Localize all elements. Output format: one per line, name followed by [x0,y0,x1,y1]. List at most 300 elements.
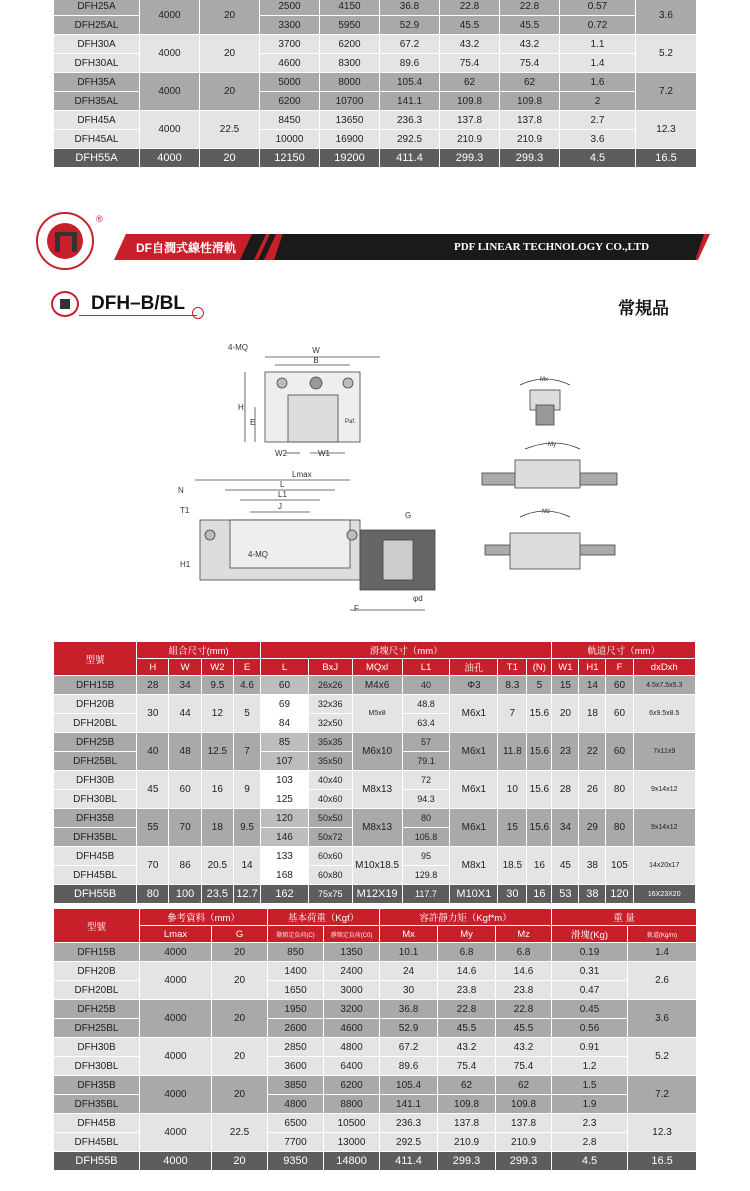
model-cell: DFH15B [54,943,140,962]
section-header [51,291,691,321]
value-cell: 40 [402,676,450,695]
value-cell: 4000 [140,0,200,35]
col-header: L1 [402,659,450,676]
value-cell: 12.3 [636,111,697,149]
value-cell: 103 [261,771,309,790]
value-cell: 15.6 [527,695,552,733]
value-cell: 3700 [260,35,320,54]
table-row [54,695,696,714]
label-g: G [405,511,412,520]
value-cell: 20 [212,1076,268,1114]
value-cell: 236.3 [380,1114,438,1133]
value-cell: 9x14x12 [633,809,696,847]
value-cell: 4600 [260,54,320,73]
value-cell: 6x9.5x8.5 [633,695,696,733]
value-cell: 0.19 [552,943,628,962]
value-cell: 60 [606,676,633,695]
model-cell: DFH35B [54,1076,140,1095]
value-cell: 14x20x17 [633,847,696,885]
value-cell: 20 [200,149,260,168]
value-cell: 5 [527,676,552,695]
value-cell: 1400 [268,962,324,981]
value-cell: 23.8 [438,981,496,1000]
value-cell: 67.2 [380,35,440,54]
value-cell: 4000 [140,1114,212,1152]
value-cell: 20 [200,0,260,35]
model-cell: DFH30A [54,35,140,54]
model-cell: DFH35B [54,809,137,828]
value-cell: 7700 [268,1133,324,1152]
value-cell: 86 [169,847,201,885]
label-phid: φd [413,594,423,603]
value-cell: 50x72 [308,828,352,847]
value-cell: 850 [268,943,324,962]
model-cell: DFH35BL [54,828,137,847]
value-cell: 10 [498,771,527,809]
value-cell: 16X23X20 [633,885,696,904]
table-row [54,73,697,92]
value-cell: 35x50 [308,752,352,771]
value-cell: 8300 [320,54,380,73]
value-cell: M6x1 [450,733,498,771]
model-header-2: 型號 [54,909,140,943]
value-cell: 210.9 [496,1133,552,1152]
col-header: F [606,659,633,676]
value-cell: 34 [169,676,201,695]
table-row [54,962,697,981]
title-underline [79,315,197,316]
value-cell: 4000 [140,149,200,168]
value-cell: 85 [261,733,309,752]
value-cell: 1.1 [560,35,636,54]
value-cell: 137.8 [440,111,500,130]
model-cell: DFH45BL [54,866,137,885]
value-cell: 24 [380,962,438,981]
value-cell: 9x14x12 [633,771,696,809]
table-row [54,733,696,752]
registered-mark: ® [96,214,103,224]
model-cell: DFH45A [54,111,140,130]
value-cell: 107 [261,752,309,771]
model-cell: DFH25B [54,1000,140,1019]
value-cell: 14 [579,676,606,695]
value-cell: 4150 [320,0,380,16]
value-cell: 109.8 [500,92,560,111]
col-header: Lmax [140,926,212,943]
value-cell: 40x60 [308,790,352,809]
label-mx: Mx [540,377,548,383]
value-cell: 20 [200,73,260,111]
value-cell: 60 [169,771,201,809]
value-cell: 48.8 [402,695,450,714]
value-cell: 43.2 [438,1038,496,1057]
value-cell: 67.2 [380,1038,438,1057]
value-cell: 12.5 [201,733,233,771]
label-4mq-side: 4-MQ [248,550,268,559]
value-cell: 1350 [324,943,380,962]
value-cell: 1.4 [560,54,636,73]
value-cell: 411.4 [380,149,440,168]
value-cell: 75.4 [496,1057,552,1076]
value-cell: 28 [137,676,169,695]
value-cell: 40x40 [308,771,352,790]
value-cell: 6.8 [496,943,552,962]
value-cell: 210.9 [438,1133,496,1152]
value-cell: 14800 [324,1152,380,1171]
label-my: My [548,442,556,448]
value-cell: 7.2 [628,1076,697,1114]
value-cell: 43.2 [440,35,500,54]
value-cell: 62 [438,1076,496,1095]
value-cell: 141.1 [380,92,440,111]
value-cell: 20 [212,1000,268,1038]
value-cell: 15.6 [527,733,552,771]
value-cell: 3.6 [636,0,697,35]
value-cell: 4.5x7.5x5.3 [633,676,696,695]
value-cell: 18 [579,695,606,733]
value-cell: 16 [201,771,233,809]
value-cell: 62 [440,73,500,92]
value-cell: 35x35 [308,733,352,752]
value-cell: 12.3 [628,1114,697,1152]
value-cell: 2600 [268,1019,324,1038]
value-cell: 1.9 [552,1095,628,1114]
col-header: (N) [527,659,552,676]
table-row [54,35,697,54]
value-cell: 52.9 [380,16,440,35]
value-cell: 0.31 [552,962,628,981]
value-cell: 4000 [140,962,212,1000]
value-cell: 26 [579,771,606,809]
value-cell: 0.45 [552,1000,628,1019]
value-cell: 4.5 [552,1152,628,1171]
value-cell: 60x60 [308,847,352,866]
model-cell: DFH45AL [54,130,140,149]
value-cell: 9350 [268,1152,324,1171]
col-header: Mx [380,926,438,943]
value-cell: 22.8 [496,1000,552,1019]
model-cell: DFH25B [54,733,137,752]
value-cell: 3300 [260,16,320,35]
model-cell: DFH45B [54,847,137,866]
model-cell: DFH35A [54,73,140,92]
value-cell: 45 [137,771,169,809]
value-cell: 12150 [260,149,320,168]
col-header: H [137,659,169,676]
label-lmax: Lmax [292,470,312,479]
value-cell: 146 [261,828,309,847]
value-cell: 32x36 [308,695,352,714]
value-cell: 18 [201,809,233,847]
value-cell: 2.3 [552,1114,628,1133]
label-h1: H1 [180,560,191,569]
value-cell: 95 [402,847,450,866]
table-row [54,943,697,962]
crosshair-icon [192,307,204,319]
value-cell: 15 [552,676,579,695]
value-cell: 7 [233,733,260,771]
value-cell: 1650 [268,981,324,1000]
value-cell: 15 [498,809,527,847]
value-cell: 16 [527,847,552,885]
value-cell: 105 [606,847,633,885]
table-row [54,1038,697,1057]
col-header: BxJ [308,659,352,676]
value-cell: 9.5 [201,676,233,695]
value-cell: 6200 [320,35,380,54]
table-row [54,1000,697,1019]
model-cell: DFH55B [54,885,137,904]
model-cell: DFH35BL [54,1095,140,1114]
value-cell: 6500 [268,1114,324,1133]
value-cell: 22.8 [440,0,500,16]
banner-left-text: DF自潤式線性滑軌 [136,241,236,255]
value-cell: 1.4 [628,943,697,962]
value-cell: 3200 [324,1000,380,1019]
value-cell: 30 [137,695,169,733]
col-header: H1 [579,659,606,676]
value-cell: 29 [579,809,606,847]
col-header: W2 [201,659,233,676]
value-cell: M8x13 [352,809,402,847]
value-cell: 236.3 [380,111,440,130]
label-l1: L1 [278,490,287,499]
value-cell: 0.56 [552,1019,628,1038]
value-cell: 168 [261,866,309,885]
value-cell: 20 [552,695,579,733]
table-row [54,771,696,790]
value-cell: 75.4 [438,1057,496,1076]
model-cell: DFH35AL [54,92,140,111]
value-cell: 16.5 [636,149,697,168]
value-cell: 3.6 [628,1000,697,1038]
model-cell: DFH30BL [54,790,137,809]
model-cell: DFH45B [54,1114,140,1133]
moment-views [482,377,617,569]
table-row [54,1114,697,1133]
col-header: 軌道(Kg/m) [628,926,697,943]
table-row [54,0,697,16]
value-cell: 299.3 [500,149,560,168]
model-cell: DFH45BL [54,1133,140,1152]
value-cell: 57 [402,733,450,752]
value-cell: 6200 [324,1076,380,1095]
value-cell: M12X19 [352,885,402,904]
group-header-block: 滑塊尺寸（mm） [261,642,552,659]
model-cell: DFH30AL [54,54,140,73]
value-cell: 4000 [140,73,200,111]
col-header: W [169,659,201,676]
value-cell: 0.72 [560,16,636,35]
model-cell: DFH25AL [54,16,140,35]
value-cell: 4.5 [560,149,636,168]
value-cell: 15.6 [527,771,552,809]
value-cell: M6x10 [352,733,402,771]
value-cell: 80 [606,771,633,809]
value-cell: Φ3 [450,676,498,695]
value-cell: 1950 [268,1000,324,1019]
value-cell: 4600 [324,1019,380,1038]
value-cell: 14 [233,847,260,885]
value-cell: 30 [380,981,438,1000]
col-header: G [212,926,268,943]
value-cell: 6400 [324,1057,380,1076]
value-cell: 5000 [260,73,320,92]
value-cell: 20.5 [201,847,233,885]
value-cell: 14.6 [438,962,496,981]
value-cell: 4800 [324,1038,380,1057]
value-cell: 210.9 [440,130,500,149]
group-header-rail: 軌道尺寸（mm） [552,642,696,659]
value-cell: M10x18.5 [352,847,402,885]
label-l: L [280,480,285,489]
value-cell: 53 [552,885,579,904]
value-cell: 299.3 [438,1152,496,1171]
label-w: W [312,346,320,355]
model-cell: DFH55A [54,149,140,168]
value-cell: 80 [402,809,450,828]
value-cell: 2.7 [560,111,636,130]
value-cell: 38 [579,885,606,904]
brand-logo [36,212,94,270]
banner-right-text: PDF LINEAR TECHNOLOGY CO.,LTD [454,241,650,253]
value-cell: 3600 [268,1057,324,1076]
value-cell: 36.8 [380,1000,438,1019]
value-cell: 10500 [324,1114,380,1133]
table-row [54,885,696,904]
value-cell: 292.5 [380,1133,438,1152]
value-cell: 4000 [140,943,212,962]
col-header: My [438,926,496,943]
value-cell: 0.47 [552,981,628,1000]
value-cell: 100 [169,885,201,904]
model-cell: DFH20BL [54,981,140,1000]
value-cell: M10X1 [450,885,498,904]
value-cell: 45 [552,847,579,885]
value-cell: 3000 [324,981,380,1000]
model-cell: DFH55B [54,1152,140,1171]
value-cell: 8450 [260,111,320,130]
value-cell: 94.3 [402,790,450,809]
value-cell: 6200 [260,92,320,111]
value-cell: 7 [498,695,527,733]
value-cell: 36.8 [380,0,440,16]
side-view [178,470,435,613]
value-cell: 20 [212,1152,268,1171]
value-cell: M4x6 [352,676,402,695]
table-row [54,1152,697,1171]
value-cell: M6x1 [450,809,498,847]
value-cell: 60x80 [308,866,352,885]
value-cell: 411.4 [380,1152,438,1171]
model-cell: DFH25A [54,0,140,16]
dimension-table [53,641,696,904]
value-cell: 62 [496,1076,552,1095]
col-header: dxDxh [633,659,696,676]
value-cell: 4000 [140,35,200,73]
value-cell: 120 [261,809,309,828]
value-cell: 8800 [324,1095,380,1114]
table-row [54,149,697,168]
label-w2: W2 [275,449,287,458]
brand-banner [36,212,716,272]
value-cell: 0.57 [560,0,636,16]
value-cell: M5x8 [352,695,402,733]
value-cell: 89.6 [380,1057,438,1076]
group-header-reference: 參考資料（mm） [140,909,268,926]
value-cell: 62 [500,73,560,92]
value-cell: 55 [137,809,169,847]
value-cell: 43.2 [496,1038,552,1057]
value-cell: 69 [261,695,309,714]
label-paf: Paf. [345,419,356,425]
value-cell: 20 [212,962,268,1000]
col-header: 靜額定負荷(C0) [324,926,380,943]
value-cell: 292.5 [380,130,440,149]
value-cell: 299.3 [440,149,500,168]
value-cell: 133 [261,847,309,866]
col-header: Mz [496,926,552,943]
value-cell: 3.6 [560,130,636,149]
table-row [54,847,696,866]
value-cell: 9.5 [233,809,260,847]
value-cell: 30 [498,885,527,904]
value-cell: 3850 [268,1076,324,1095]
value-cell: 40 [137,733,169,771]
value-cell: 23 [552,733,579,771]
value-cell: 4000 [140,1152,212,1171]
value-cell: 48 [169,733,201,771]
label-t1: T1 [180,506,190,515]
category-label: 常規品 [618,299,669,318]
value-cell: M6x1 [450,771,498,809]
value-cell: 16.5 [628,1152,697,1171]
model-cell: DFH20B [54,695,137,714]
value-cell: 2400 [324,962,380,981]
value-cell: 5.2 [636,35,697,73]
col-header: 動額定負荷(C) [268,926,324,943]
value-cell: 22.8 [438,1000,496,1019]
value-cell: 80 [137,885,169,904]
value-cell: 32x50 [308,714,352,733]
value-cell: 117.7 [402,885,450,904]
value-cell: 13650 [320,111,380,130]
value-cell: 137.8 [438,1114,496,1133]
value-cell: 1.2 [552,1057,628,1076]
value-cell: 4000 [140,1038,212,1076]
value-cell: 4000 [140,111,200,149]
value-cell: 10700 [320,92,380,111]
model-cell: DFH30B [54,771,137,790]
value-cell: 7x11x9 [633,733,696,771]
value-cell: 105.8 [402,828,450,847]
value-cell: 20 [212,943,268,962]
label-j: J [278,502,282,511]
col-header: T1 [498,659,527,676]
value-cell: 16 [527,885,552,904]
value-cell: 12 [201,695,233,733]
value-cell: 14.6 [496,962,552,981]
value-cell: 5 [233,695,260,733]
value-cell: 162 [261,885,309,904]
model-cell: DFH20B [54,962,140,981]
label-w1: W1 [318,449,330,458]
col-header: MQxl [352,659,402,676]
value-cell: 105.4 [380,1076,438,1095]
group-header-moment: 容許靜力矩（Kgf*m） [380,909,552,926]
value-cell: 45.5 [500,16,560,35]
value-cell: 28 [552,771,579,809]
